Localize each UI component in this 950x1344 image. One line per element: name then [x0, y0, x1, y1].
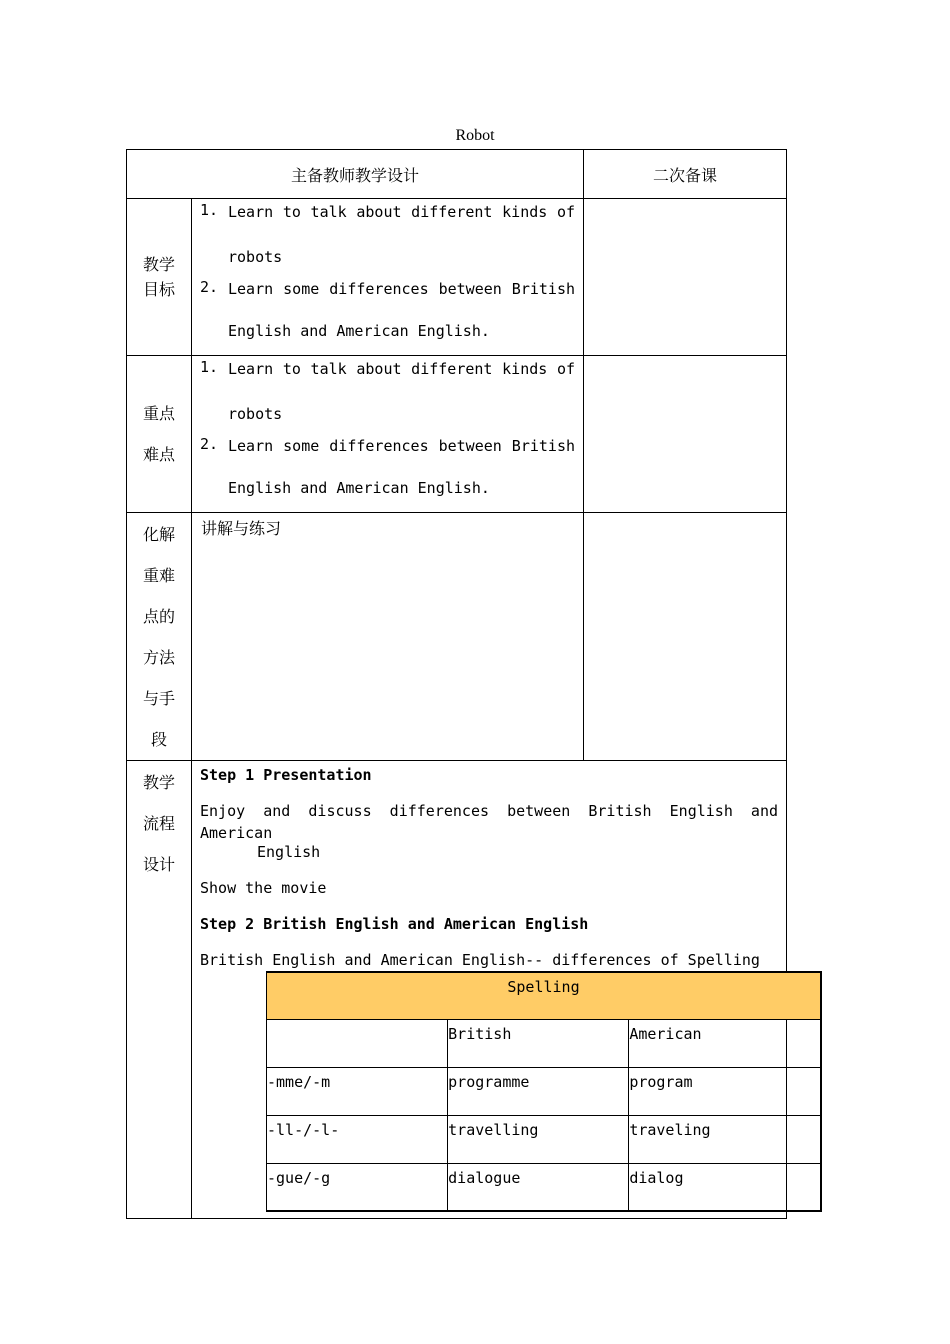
key-points-content: [192, 356, 584, 513]
item-text: Learn to talk about different kinds of: [228, 360, 576, 378]
item-text: robots: [228, 405, 283, 423]
step-title: Step 2 British English and American English: [200, 915, 589, 933]
objectives-content: [192, 199, 584, 356]
methods-row: [127, 513, 787, 761]
methods-notes: [584, 513, 787, 761]
process-label-line: 教学: [142, 773, 175, 792]
table-row: [267, 1019, 822, 1067]
item-number: 1.: [200, 201, 219, 219]
item-number: 2.: [200, 435, 219, 453]
objectives-label-line: 目标: [142, 280, 175, 299]
table-cell: programme: [448, 1067, 629, 1115]
methods-label-line: 段: [150, 730, 167, 749]
step-title: Step 1 Presentation: [200, 766, 372, 784]
key-points-notes: [584, 356, 787, 513]
step-text: Show the movie: [200, 879, 327, 897]
table-header-cell: [267, 1019, 448, 1067]
item-text: English and American English.: [228, 322, 490, 340]
key-points-label-line: 难点: [142, 445, 175, 464]
key-points-label-line: 重点: [142, 404, 175, 423]
table-cell: dialogue: [448, 1163, 629, 1211]
process-row: [127, 761, 787, 1219]
lesson-plan-table: [126, 149, 787, 1219]
objectives-label-line: 教学: [142, 255, 175, 274]
table-row: [267, 1163, 822, 1211]
process-content: [192, 761, 787, 1219]
table-cell: program: [629, 1067, 821, 1115]
list-item: [200, 278, 575, 343]
process-label: [127, 761, 192, 1219]
step-text: British English and American English-- differences of Spelling: [200, 951, 760, 969]
item-text: Learn to talk about different kinds of: [228, 203, 576, 221]
table-row: [267, 1067, 822, 1115]
list-item: [200, 201, 575, 278]
table-cell: -ll-/-l-: [267, 1115, 448, 1163]
process-label-line: 设计: [142, 855, 175, 874]
table-cell: -gue/-g: [267, 1163, 448, 1211]
step-text: English: [257, 843, 321, 861]
methods-label-line: 重难: [142, 566, 175, 585]
list-item: [200, 435, 575, 500]
spelling-title: Spelling: [267, 972, 822, 1019]
side-column-header: 二次备课: [584, 150, 787, 199]
table-header-cell: American: [629, 1019, 821, 1067]
item-text: English and American English.: [228, 479, 490, 497]
spelling-title-row: [267, 972, 822, 1019]
item-text: Learn some differences between British: [228, 437, 576, 455]
spelling-table: [266, 971, 822, 1212]
table-cell: -mme/-m: [267, 1067, 448, 1115]
methods-label: [127, 513, 192, 761]
methods-content: 讲解与练习: [192, 513, 584, 761]
key-points-label: [127, 356, 192, 513]
step-text: Enjoy and discuss differences between British English and American: [200, 802, 779, 842]
objectives-row: [127, 199, 787, 356]
methods-label-line: 方法: [142, 648, 175, 667]
list-item: [200, 358, 575, 435]
methods-label-line: 化解: [142, 525, 175, 544]
table-cell: travelling: [448, 1115, 629, 1163]
document-title: Robot: [455, 127, 495, 144]
methods-label-line: 与手: [142, 689, 175, 708]
process-label-line: 流程: [142, 814, 175, 833]
table-header-cell: British: [448, 1019, 629, 1067]
table-row: [267, 1115, 822, 1163]
methods-label-line: 点的: [142, 607, 175, 626]
table-cell: traveling: [629, 1115, 821, 1163]
item-number: 2.: [200, 278, 219, 296]
key-points-row: [127, 356, 787, 513]
item-text: Learn some differences between British: [228, 280, 576, 298]
header-row: [127, 150, 787, 199]
item-text: robots: [228, 248, 283, 266]
item-number: 1.: [200, 358, 219, 376]
main-column-header: 主备教师教学设计: [127, 150, 584, 199]
objectives-label: [127, 199, 192, 356]
table-cell: dialog: [629, 1163, 821, 1211]
objectives-notes: [584, 199, 787, 356]
